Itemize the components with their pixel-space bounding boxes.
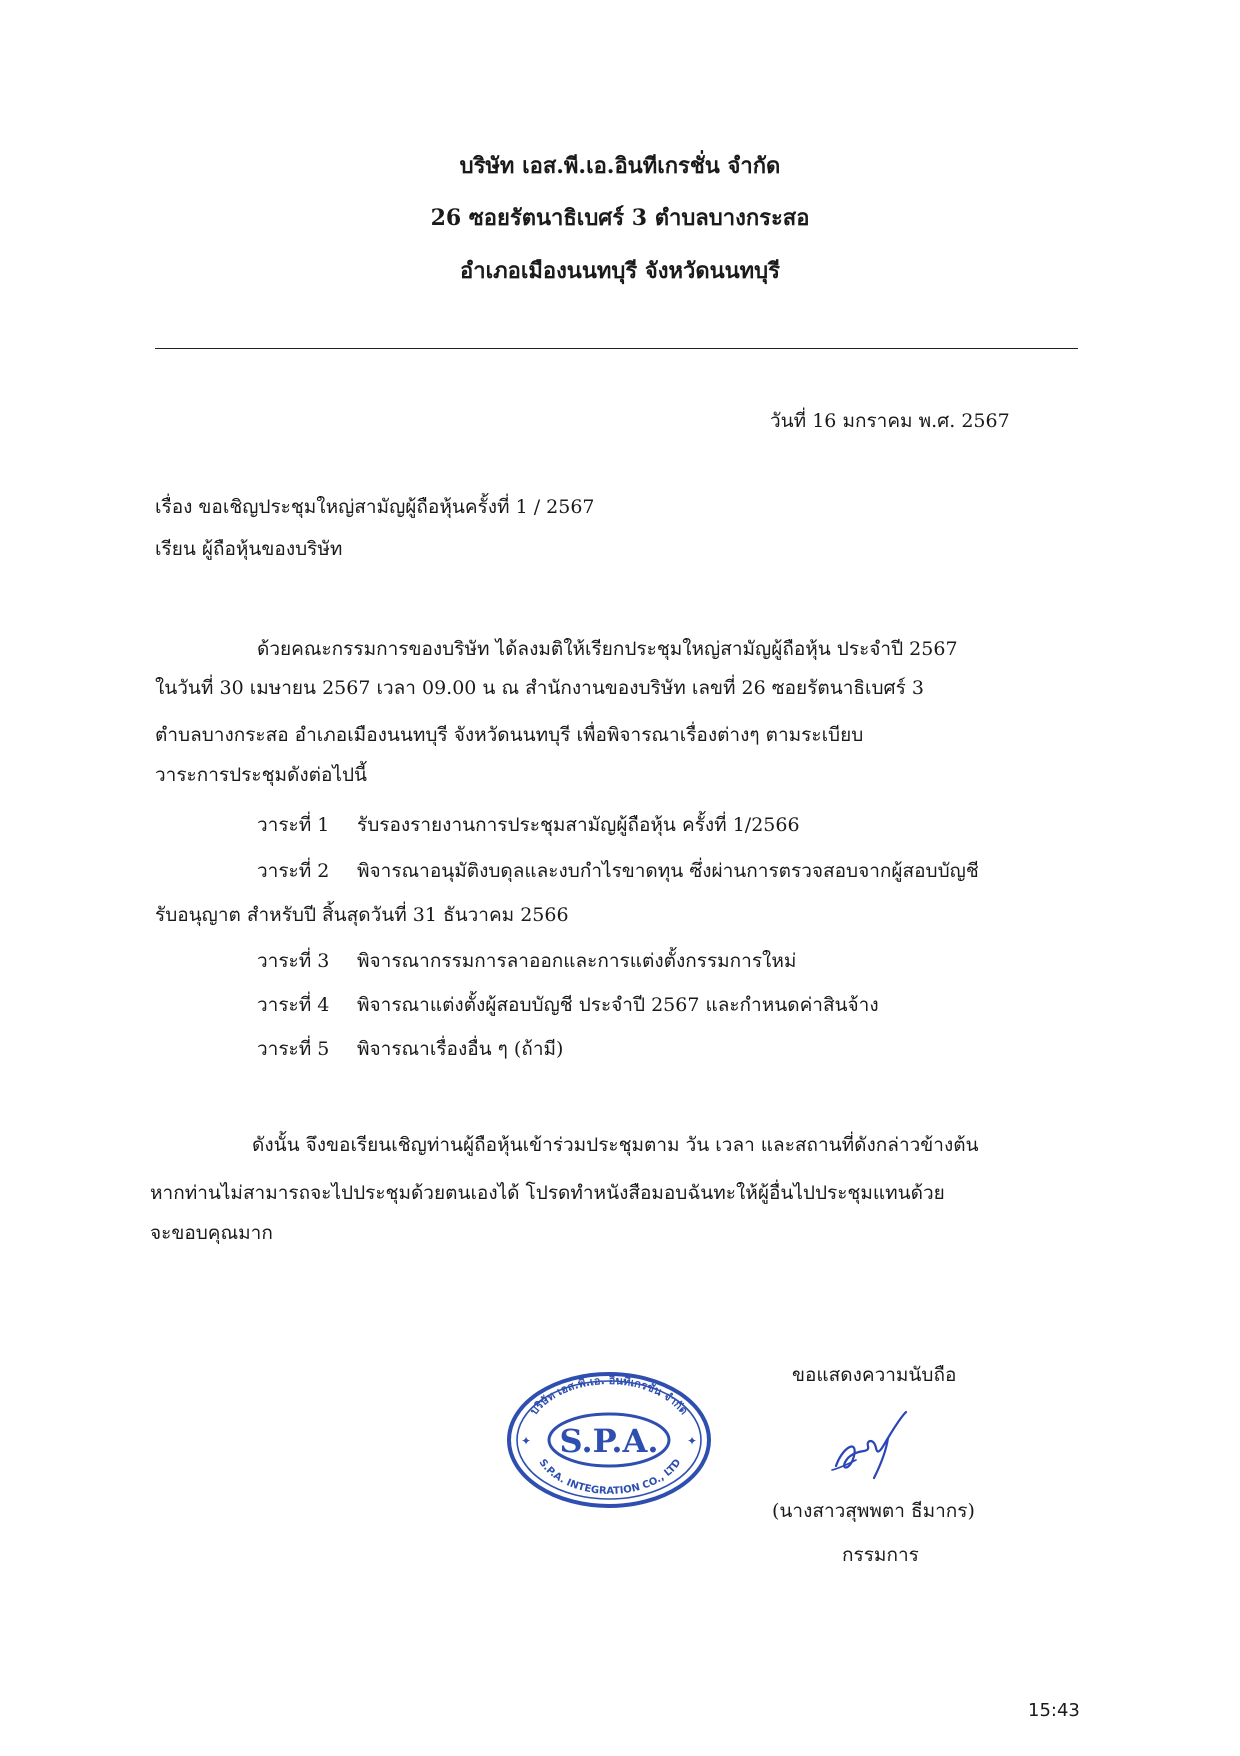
agenda-label-4: วาระที่ 4 bbox=[257, 994, 330, 1016]
seal-bottom-text: S.P.A. INTEGRATION CO., LTD bbox=[536, 1457, 684, 1497]
signature-regards: ขอแสดงความนับถือ bbox=[792, 1364, 957, 1386]
letter-recipient: เรียน ผู้ถือหุ้นของบริษัท bbox=[155, 538, 343, 560]
agenda-label-1: วาระที่ 1 bbox=[257, 814, 330, 836]
agenda-text-2-continuation: รับอนุญาต สำหรับปี สิ้นสุดวันที่ 31 ธันวาคม 2566 bbox=[155, 904, 569, 926]
svg-text:S.P.A. INTEGRATION CO., LTD bbox=[537, 1457, 684, 1497]
header-divider bbox=[155, 348, 1078, 349]
company-name: บริษัท เอส.พี.เอ.อินทีเกรชั่น จำกัด bbox=[459, 153, 781, 179]
closing-line-3: จะขอบคุณมาก bbox=[150, 1222, 273, 1244]
body-line-1: ด้วยคณะกรรมการของบริษัท ได้ลงมติให้เรียกประชุมใหญ่สามัญผู้ถือหุ้น ประจำปี 2567 bbox=[257, 638, 958, 660]
agenda-text-2: พิจารณาอนุมัติงบดุลและงบกำไรขาดทุน ซึ่งผ่านการตรวจสอบจากผู้สอบบัญชี bbox=[357, 860, 979, 882]
company-address-line-1: 26 ซอยรัตนาธิเบศร์ 3 ตำบลบางกระสอ bbox=[430, 205, 810, 231]
agenda-label-2: วาระที่ 2 bbox=[257, 860, 330, 882]
agenda-text-5: พิจารณาเรื่องอื่น ๆ (ถ้ามี) bbox=[357, 1038, 564, 1060]
svg-text:✦: ✦ bbox=[521, 1434, 532, 1448]
svg-text:✦: ✦ bbox=[687, 1434, 698, 1448]
body-line-2: ในวันที่ 30 เมษายน 2567 เวลา 09.00 น ณ สำนักงานของบริษัท เลขที่ 26 ซอยรัตนาธิเบศร์ 3 bbox=[155, 677, 924, 699]
agenda-label-5: วาระที่ 5 bbox=[257, 1038, 330, 1060]
closing-line-1: ดังนั้น จึงขอเรียนเชิญท่านผู้ถือหุ้นเข้าร่วมประชุมตาม วัน เวลา และสถานที่ดังกล่าวข้างต้น bbox=[252, 1134, 979, 1156]
svg-text:บริษัท เอส.พี.เอ. อินทีเกรชั่น bbox=[527, 1374, 690, 1417]
body-line-3: ตำบลบางกระสอ อำเภอเมืองนนทบุรี จังหวัดนนทบุรี เพื่อพิจารณาเรื่องต่างๆ ตามระเบียบ bbox=[155, 724, 864, 746]
letter-subject: เรื่อง ขอเชิญประชุมใหญ่สามัญผู้ถือหุ้นครั้งที่ 1 / 2567 bbox=[155, 496, 595, 518]
closing-line-2: หากท่านไม่สามารถจะไปประชุมด้วยตนเองได้ โปรดทำหนังสือมอบฉันทะให้ผู้อื่นไปประชุมแทนด้วย bbox=[150, 1182, 945, 1204]
seal-center-text: S.P.A. bbox=[559, 1422, 659, 1460]
agenda-text-4: พิจารณาแต่งตั้งผู้สอบบัญชี ประจำปี 2567 และกำหนดค่าสินจ้าง bbox=[357, 994, 879, 1016]
body-line-4: วาระการประชุมดังต่อไปนี้ bbox=[155, 764, 367, 786]
handwritten-signature bbox=[828, 1408, 918, 1483]
company-seal bbox=[505, 1370, 713, 1510]
signatory-title: กรรมการ bbox=[842, 1544, 919, 1566]
footer-time: 15:43 bbox=[1028, 1700, 1080, 1721]
agenda-text-3: พิจารณากรรมการลาออกและการแต่งตั้งกรรมการใหม่ bbox=[357, 950, 797, 972]
agenda-label-3: วาระที่ 3 bbox=[257, 950, 330, 972]
letter-date: วันที่ 16 มกราคม พ.ศ. 2567 bbox=[770, 410, 1010, 432]
company-address-line-2: อำเภอเมืองนนทบุรี จังหวัดนนทบุรี bbox=[460, 258, 780, 284]
seal-top-text: บริษัท เอส.พี.เอ. อินทีเกรชั่น จำกัด bbox=[527, 1373, 691, 1418]
signatory-name: (นางสาวสุพพตา ธีมากร) bbox=[772, 1500, 975, 1522]
agenda-text-1: รับรองรายงานการประชุมสามัญผู้ถือหุ้น ครั้งที่ 1/2566 bbox=[357, 814, 800, 836]
